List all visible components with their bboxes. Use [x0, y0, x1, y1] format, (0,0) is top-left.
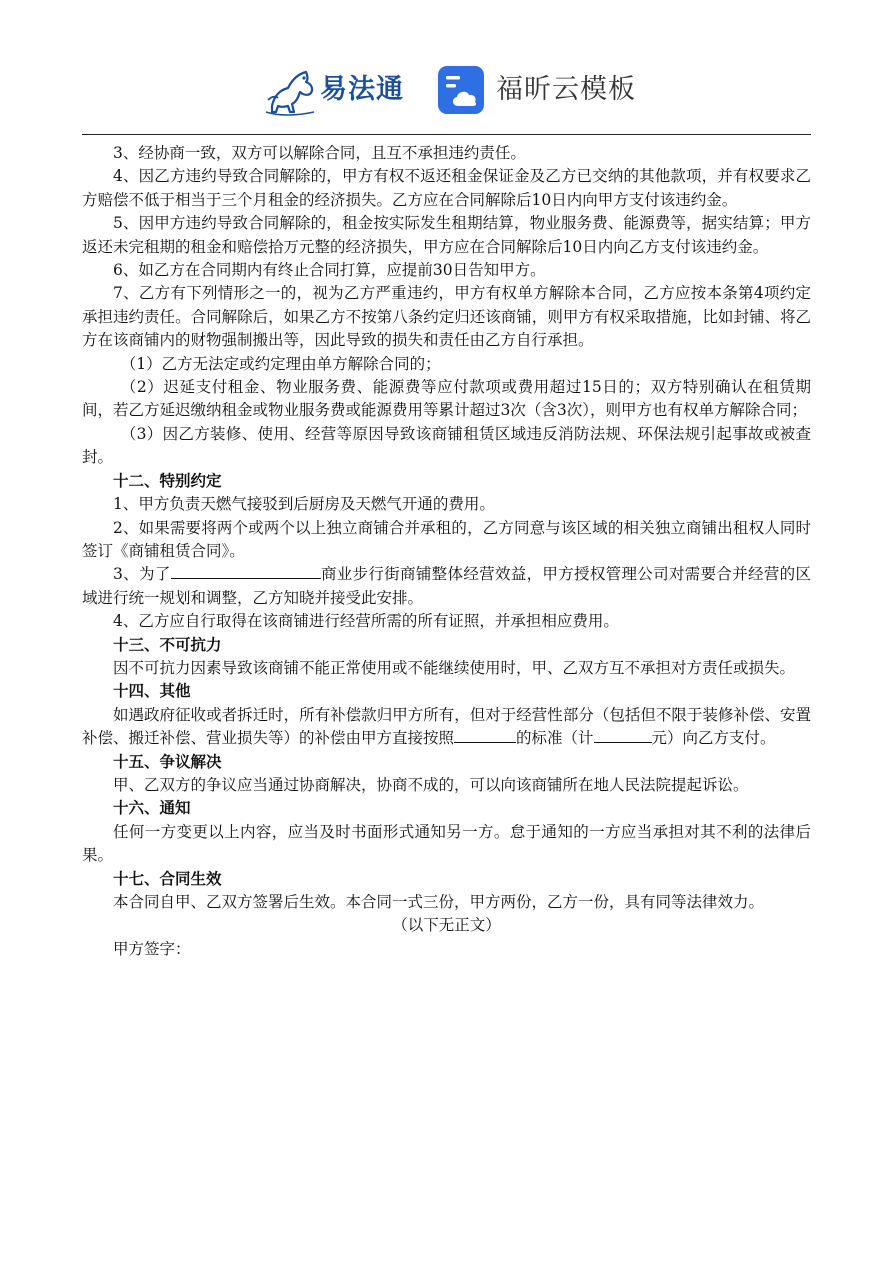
horse-icon	[262, 62, 322, 118]
paragraph: 3、经协商一致，双方可以解除合同，且互不承担违约责任。	[113, 144, 526, 162]
header-divider	[82, 134, 811, 135]
paragraph: 任何一方变更以上内容，应当及时书面形式通知另一方。怠于通知的一方应当承担对其不利的法律后果。	[82, 822, 811, 865]
paragraph-text: 3、为了	[113, 565, 171, 584]
paragraph: 甲、乙双方的争议应当通过协商解决，协商不成的，可以向该商铺所在地人民法院提起诉讼。	[113, 775, 749, 794]
section-heading: 十七、合同生效	[113, 869, 222, 888]
section-heading: 十五、争议解决	[113, 752, 222, 771]
paragraph: 4、乙方应自行取得在该商铺进行经营所需的所有证照，并承担相应费用。	[113, 612, 619, 631]
section-heading: 十六、通知	[113, 799, 191, 818]
fill-blank	[454, 727, 516, 743]
page-header	[0, 56, 893, 126]
signature-line: 甲方签字：	[113, 939, 191, 958]
paragraph: 5、因甲方违约导致合同解除的，租金按实际发生租期结算，物业服务费、能源费等，据实结算；甲方返还未完租期的租金和赔偿拾万元整的经济损失，甲方应在合同解除后10日内向乙方支付该违约金。	[82, 214, 811, 256]
yifatong-logo	[262, 62, 422, 118]
fill-blank	[594, 727, 652, 743]
section-heading: 十三、不可抗力	[113, 635, 222, 654]
section-heading: 十二、特别约定	[113, 471, 222, 490]
paragraph	[82, 704, 811, 751]
paragraph: 6、如乙方在合同期内有终止合同打算，应提前30日告知甲方。	[113, 261, 546, 280]
paragraph-text: 的标准（计	[516, 729, 594, 748]
paragraph: （3）因乙方装修、使用、经营等原因导致该商铺租赁区域违反消防法规、环保法规引起事故或被查封。	[82, 424, 811, 467]
fuxin-logo	[436, 62, 636, 118]
paragraph-text: 元）向乙方支付。	[651, 729, 776, 748]
paragraph: 7、乙方有下列情形之一的，视为乙方严重违约，甲方有权单方解除本合同，乙方应按本条第4项约定承担违约责任。合同解除后，如果乙方不按第八条约定归还该商铺，则甲方有权采取措施，比如封铺、将乙方在该商铺内的财物强制搬出等，因此导致的损失和责任由乙方自行承担。	[82, 284, 811, 350]
paragraph: 1、甲方负责天燃气接驳到后厨房及天燃气开通的费用。	[113, 495, 495, 514]
paragraph: 本合同自甲、乙双方签署后生效。本合同一式三份，甲方两份，乙方一份，具有同等法律效力。	[113, 893, 765, 911]
paragraph: 4、因乙方违约导致合同解除的，甲方有权不返还租金保证金及乙方已交纳的其他款项，并有权要求乙方赔偿不低于相当于三个月租金的经济损失。乙方应在合同解除后10日内向甲方支付该违约金。	[82, 167, 811, 209]
paragraph: 因不可抗力因素导致该商铺不能正常使用或不能继续使用时，甲、乙双方互不承担对方责任或损失。	[113, 658, 796, 677]
paragraph-text: 如遇政府征收或者拆迁时，所有补偿款归甲方所有，但对于经营性部分（包括但不限于装修补偿、安置补偿、搬迁补偿、营业损失等）的补偿由甲方直接按照	[82, 705, 811, 748]
paragraph: （1）乙方无法定或约定理由单方解除合同的；	[120, 354, 441, 373]
document-body	[82, 142, 811, 961]
paragraph	[82, 563, 811, 610]
paragraph: （2）迟延支付租金、物业服务费、能源费等应付款项或费用超过15日的；双方特别确认在租赁期间，若乙方延迟缴纳租金或物业服务费或能源费用等累计超过3次（含3次），则甲方也有权单方解除合同；	[82, 378, 811, 420]
cloud-document-icon	[436, 62, 488, 118]
yifatong-brand-text: 易法通	[320, 74, 404, 105]
end-of-text-note: （以下无正文）	[392, 916, 501, 935]
paragraph: 2、如果需要将两个或两个以上独立商铺合并承租的，乙方同意与该区域的相关独立商铺出租权人同时签订《商铺租赁合同》。	[82, 518, 811, 560]
fuxin-brand-text: 福昕云模板	[496, 74, 636, 105]
section-heading: 十四、其他	[113, 682, 191, 701]
fill-blank	[171, 563, 321, 579]
paragraph-text: 商业步行街商铺整体经营效益，甲方授权管理公司对需要合并经营的区域进行统一规划和调整，乙方知晓并接受此安排。	[82, 565, 811, 607]
